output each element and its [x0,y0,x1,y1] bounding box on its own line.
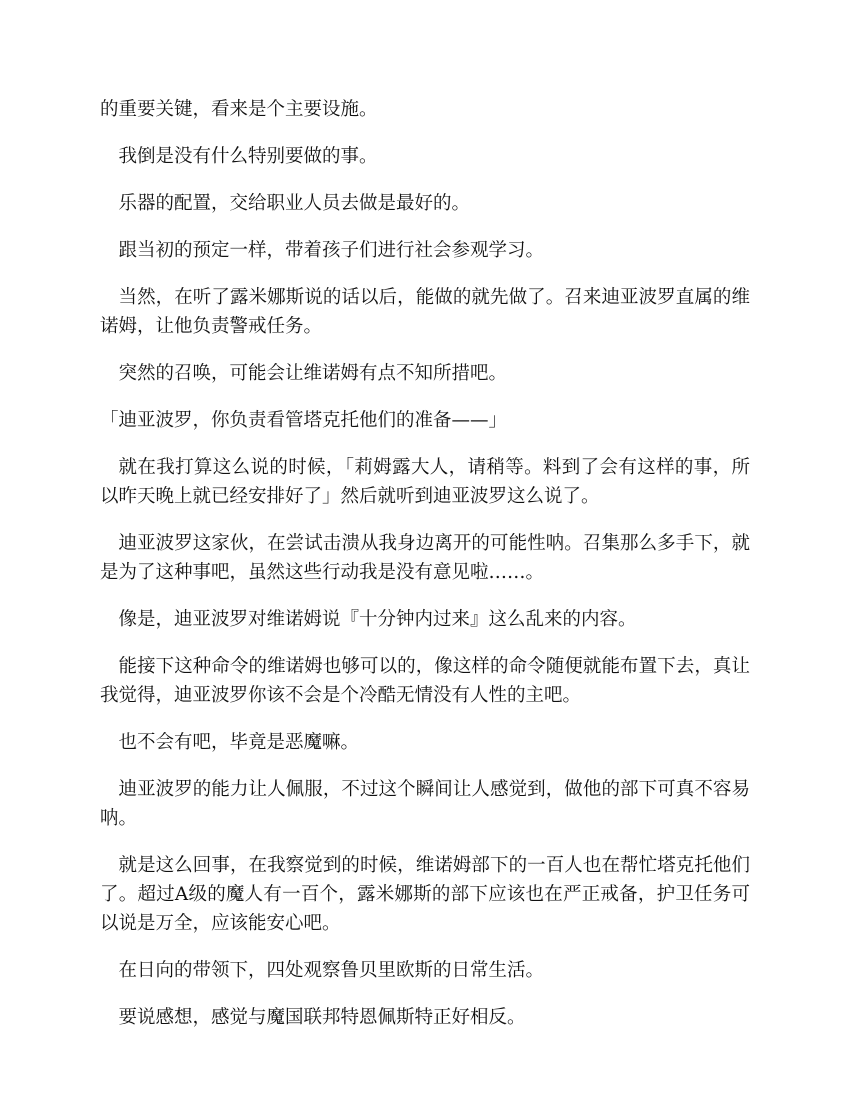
paragraph-7-dialogue: 「迪亚波罗，你负责看管塔克托他们的准备——」 [100,410,508,431]
paragraph-9: 迪亚波罗这家伙，在尝试击溃从我身边离开的可能性呐。召集那么多手下，就是为了这种事吧，虽然这些行动我是没有意见啦……。 [100,533,750,583]
paragraph-2: 我倒是没有什么特别要做的事。 [118,146,378,167]
paragraph-11: 能接下这种命令的维诺姆也够可以的，像这样的命令随便就能布置下去，真让我觉得，迪亚波罗你该不会是个冷酷无情没有人性的主吧。 [100,656,750,706]
paragraph-4: 跟当初的预定一样，带着孩子们进行社会参观学习。 [118,240,545,261]
paragraph-8: 就在我打算这么说的时候，「莉姆露大人，请稍等。料到了会有这样的事，所以昨天晚上就已经安排好了」然后就听到迪亚波罗这么说了。 [100,457,750,507]
paragraph-1: 的重要关键，看来是个主要设施。 [100,99,378,120]
paragraph-6: 突然的召唤，可能会让维诺姆有点不知所措吧。 [118,363,508,384]
paragraph-10: 像是，迪亚波罗对维诺姆说『十分钟内过来』这么乱来的内容。 [118,609,637,630]
paragraph-3: 乐器的配置，交给职业人员去做是最好的。 [118,193,471,214]
paragraph-13: 迪亚波罗的能力让人佩服，不过这个瞬间让人感觉到，做他的部下可真不容易呐。 [100,779,750,829]
paragraph-5: 当然，在听了露米娜斯说的话以后，能做的就先做了。召来迪亚波罗直属的维诺姆，让他负责警戒任务。 [100,287,750,337]
paragraph-12: 也不会有吧，毕竟是恶魔嘛。 [118,732,360,753]
paragraph-14: 就是这么回事，在我察觉到的时候，维诺姆部下的一百人也在帮忙塔克托他们了。超过A级的魔人有一百个，露米娜斯的部下应该也在严正戒备，护卫任务可以说是万全，应该能安心吧。 [100,855,750,934]
paragraph-15: 在日向的带领下，四处观察鲁贝里欧斯的日常生活。 [118,960,545,981]
paragraph-16: 要说感想，感觉与魔国联邦特恩佩斯特正好相反。 [118,1007,526,1028]
